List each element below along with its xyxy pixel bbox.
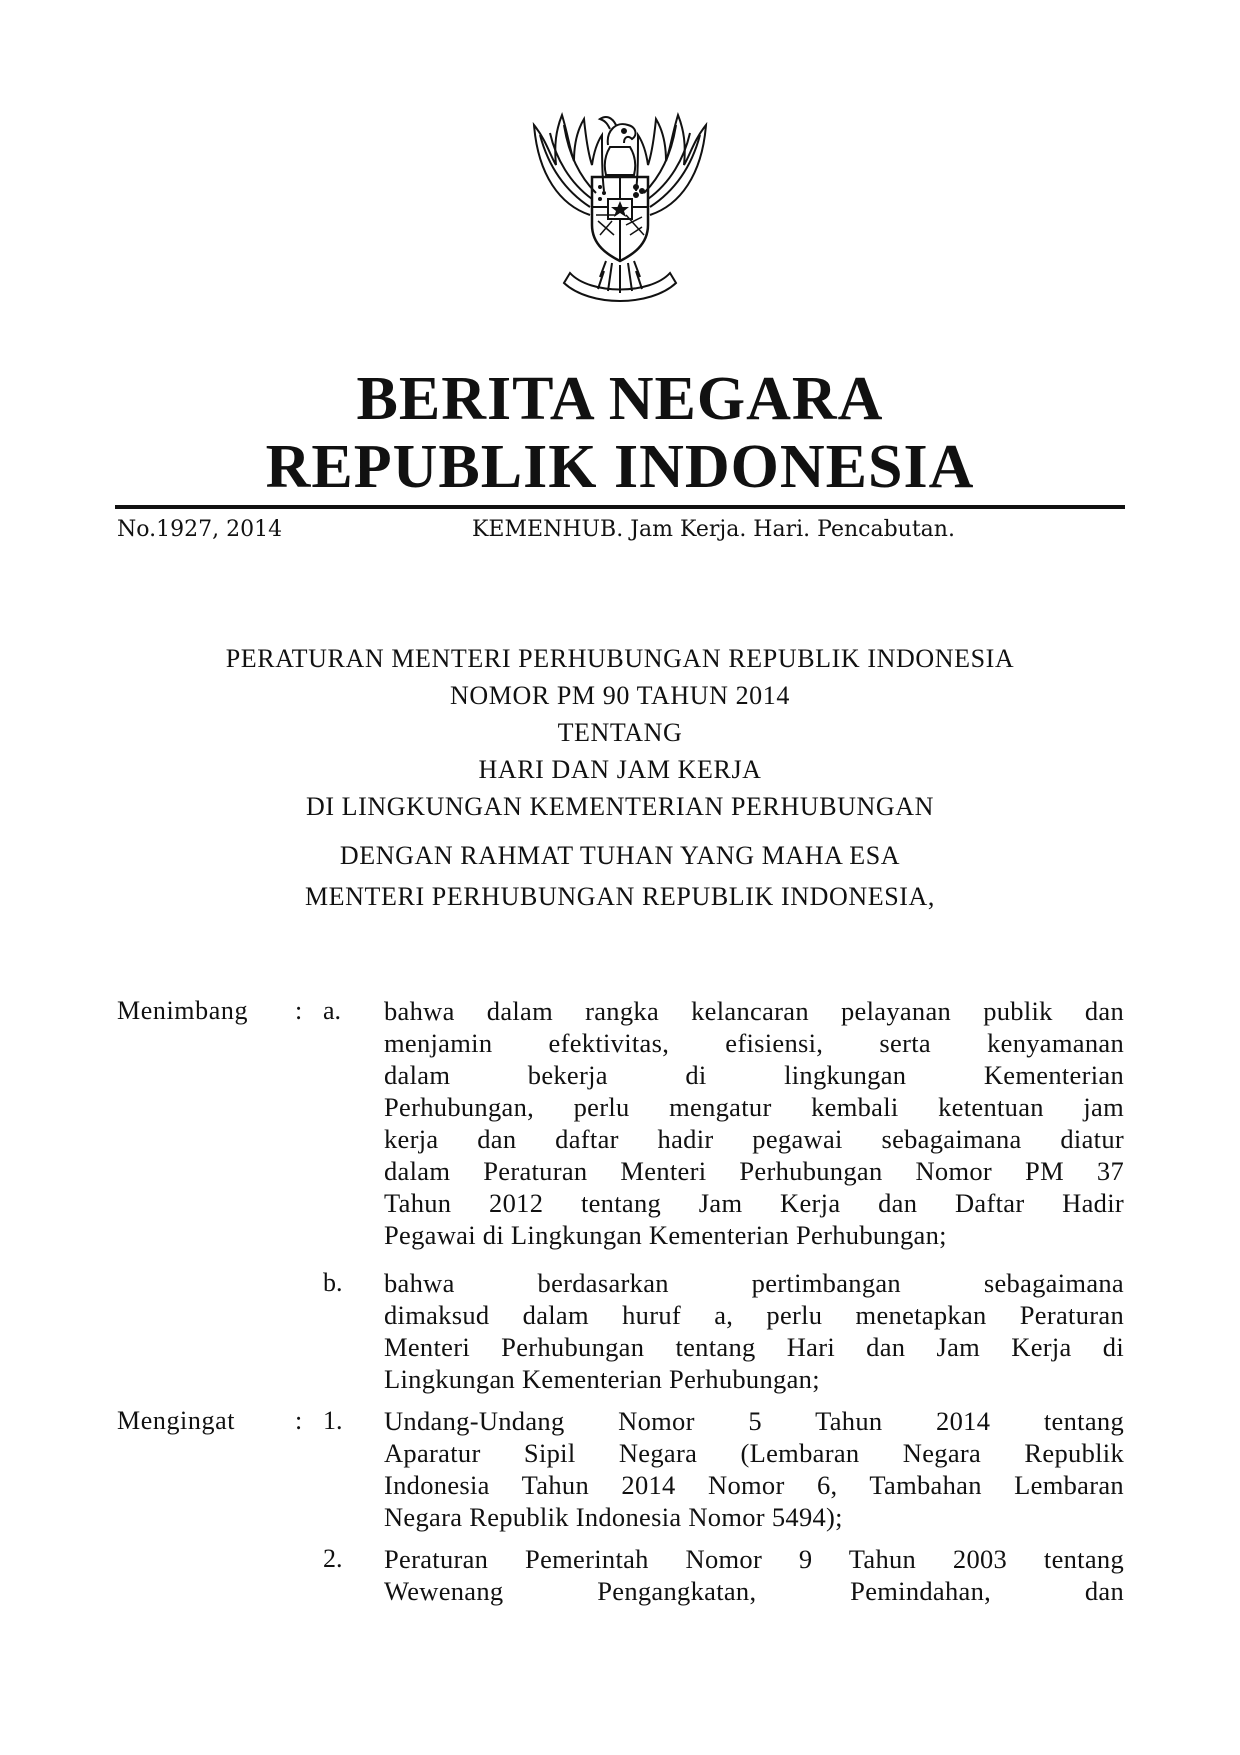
- text-line: Undang-Undang Nomor 5 Tahun 2014 tentang: [384, 1406, 1124, 1436]
- invocation-line: DENGAN RAHMAT TUHAN YANG MAHA ESA: [339, 841, 901, 870]
- item-marker: a.: [323, 996, 342, 1025]
- text-line: Perhubungan, perlu mengatur kembali ketentuan jam: [384, 1092, 1124, 1122]
- text-line: Pegawai di Lingkungan Kementerian Perhubungan;: [384, 1220, 947, 1250]
- text-line: Negara Republik Indonesia Nomor 5494);: [384, 1502, 843, 1532]
- mengingat-item-2: [384, 1543, 1124, 1607]
- mengingat-colon: :: [295, 1406, 303, 1435]
- title-line: PERATURAN MENTERI PERHUBUNGAN REPUBLIK INDONESIA: [225, 644, 1015, 673]
- title-line: TENTANG: [557, 718, 683, 747]
- text-line: Tahun 2012 tentang Jam Kerja dan Daftar Hadir: [384, 1188, 1124, 1218]
- menimbang-item-b: [384, 1267, 1124, 1395]
- text-line: Indonesia Tahun 2014 Nomor 6, Tambahan Lembaran: [384, 1470, 1124, 1500]
- item-marker: 1.: [323, 1406, 343, 1435]
- text-line: Lingkungan Kementerian Perhubungan;: [384, 1364, 820, 1394]
- header-rule: [115, 505, 1125, 509]
- text-line: dalam bekerja di lingkungan Kementerian: [384, 1060, 1124, 1090]
- mengingat-label: Mengingat: [117, 1406, 236, 1435]
- masthead-title-line1: BERITA NEGARA: [356, 365, 884, 433]
- text-line: menjamin efektivitas, efisiensi, serta kenyamanan: [384, 1028, 1124, 1058]
- text-line: dalam Peraturan Menteri Perhubungan Nomor PM 37: [384, 1156, 1124, 1186]
- menimbang-label: Menimbang: [117, 996, 249, 1025]
- text-line: kerja dan daftar hadir pegawai sebagaimana diatur: [384, 1124, 1124, 1154]
- menimbang-item-a: [384, 995, 1124, 1251]
- text-line: dimaksud dalam huruf a, perlu menetapkan Peraturan: [384, 1300, 1124, 1330]
- title-line: HARI DAN JAM KERJA: [478, 755, 762, 784]
- mengingat-item-1: [384, 1405, 1124, 1533]
- gazette-number: No.1927, 2014: [117, 517, 283, 542]
- issuer-line: MENTERI PERHUBUNGAN REPUBLIK INDONESIA,: [304, 882, 936, 911]
- text-line: Wewenang Pengangkatan, Pemindahan, dan: [384, 1576, 1124, 1606]
- title-line: NOMOR PM 90 TAHUN 2014: [449, 681, 790, 710]
- gazette-subject: KEMENHUB. Jam Kerja. Hari. Pencabutan.: [472, 517, 955, 542]
- text-line: Peraturan Pemerintah Nomor 9 Tahun 2003 tentang: [384, 1544, 1124, 1574]
- menimbang-colon: :: [295, 996, 303, 1025]
- text-line: Aparatur Sipil Negara (Lembaran Negara Republik: [384, 1438, 1124, 1468]
- item-marker: 2.: [323, 1544, 343, 1573]
- garuda-emblem-icon: [520, 95, 720, 310]
- text-line: Menteri Perhubungan tentang Hari dan Jam Kerja di: [384, 1332, 1124, 1362]
- masthead-title-line2: REPUBLIK INDONESIA: [265, 433, 975, 501]
- title-line: DI LINGKUNGAN KEMENTERIAN PERHUBUNGAN: [305, 792, 935, 821]
- regulation-title: [115, 640, 1125, 915]
- item-marker: b.: [323, 1268, 343, 1297]
- text-line: bahwa dalam rangka kelancaran pelayanan publik dan: [384, 996, 1124, 1026]
- text-line: bahwa berdasarkan pertimbangan sebagaimana: [384, 1268, 1124, 1298]
